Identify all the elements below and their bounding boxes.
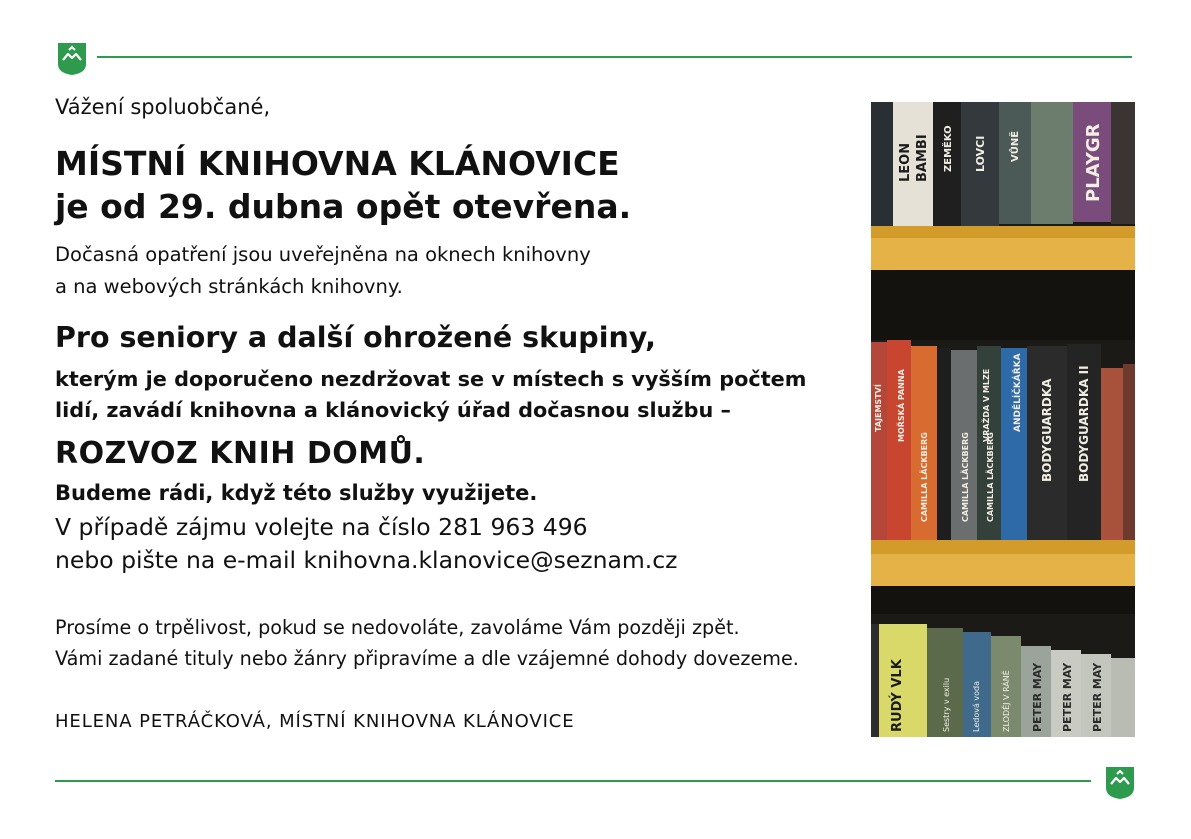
- spine-title: ZLODĚJ V RÁNĚ: [1002, 670, 1011, 732]
- spine-title: PETER MAY: [1031, 662, 1044, 732]
- measures-note-line-1: Dočasná opatření jsou uveřejněna na oknech knihovny: [55, 243, 591, 266]
- top-divider: [97, 56, 1132, 58]
- spine-title: CAMILLA LÄCKBERG: [920, 432, 929, 522]
- spine-title: LOVCI: [974, 135, 987, 172]
- measures-note-line-2: a na webových stránkách knihovny.: [55, 275, 403, 298]
- municipal-crest-icon: [57, 42, 87, 76]
- spine-title: VŮNĚ: [1010, 130, 1021, 162]
- municipal-crest-icon: [1105, 766, 1135, 800]
- spine-title: RUDÝ VLK: [890, 659, 905, 732]
- spine-title: PETER MAY: [1091, 662, 1104, 732]
- spine-title: VRAŽDA V MLZE: [982, 368, 991, 442]
- headline-line-1: MÍSTNÍ KNIHOVNA KLÁNOVICE: [55, 144, 620, 183]
- spine-title: PLAYGR: [1083, 123, 1104, 202]
- patience-line-1: Prosíme o trpělivost, pokud se nedovoláte, zavoláme Vám později zpět.: [55, 616, 740, 639]
- spine-title: BODYGUARDKA: [1040, 378, 1054, 482]
- contact-email-line: nebo pište na e-mail knihovna.klanovice@seznam.cz: [55, 546, 678, 574]
- patience-line-2: Vámi zadané tituly nebo žánry připravíme a dle vzájemné dohody dovezeme.: [55, 647, 799, 670]
- spine-title: CAMILLA LÄCKBERG: [986, 432, 995, 522]
- spine-title: CAMILLA LÄCKBERG: [961, 432, 970, 522]
- headline-line-2: je od 29. dubna opět otevřena.: [55, 187, 632, 226]
- bookshelf-photo: [871, 102, 1135, 737]
- spine-title: TAJEMSTVÍ: [874, 384, 883, 432]
- signature: HELENA PETRÁČKOVÁ, MÍSTNÍ KNIHOVNA KLÁNOVICE: [55, 711, 575, 732]
- spine-title: Sestry v exilu: [942, 677, 951, 732]
- seniors-heading: Pro seniory a další ohrožené skupiny,: [55, 321, 656, 354]
- greeting: Vážení spoluobčané,: [55, 95, 271, 119]
- contact-phone-line: V případě zájmu volejte na číslo 281 963 496: [55, 513, 588, 541]
- seniors-text-line-1: kterým je doporučeno nezdržovat se v místech s vyšším počtem: [55, 367, 807, 391]
- spine-title: ZEMĚKO: [943, 125, 954, 172]
- spine-title: PETER MAY: [1061, 662, 1074, 732]
- service-name: ROZVOZ KNIH DOMŮ.: [55, 436, 426, 471]
- spine-title: ANDĚLÍČKÁŘKA: [1013, 353, 1023, 432]
- spine-title: LEON: [898, 142, 913, 182]
- spine-title: BAMBI: [915, 134, 930, 182]
- seniors-text-line-2: lidí, zavádí knihovna a klánovický úřad dočasnou službu –: [55, 398, 731, 422]
- welcome-text: Budeme rádi, když této služby využijete.: [55, 481, 538, 505]
- spine-title: MOŘSKÁ PANNA: [897, 369, 906, 442]
- spine-title: BODYGUARDKA II: [1077, 365, 1091, 482]
- spine-title: Ledová voda: [972, 681, 981, 732]
- bottom-divider: [55, 780, 1091, 782]
